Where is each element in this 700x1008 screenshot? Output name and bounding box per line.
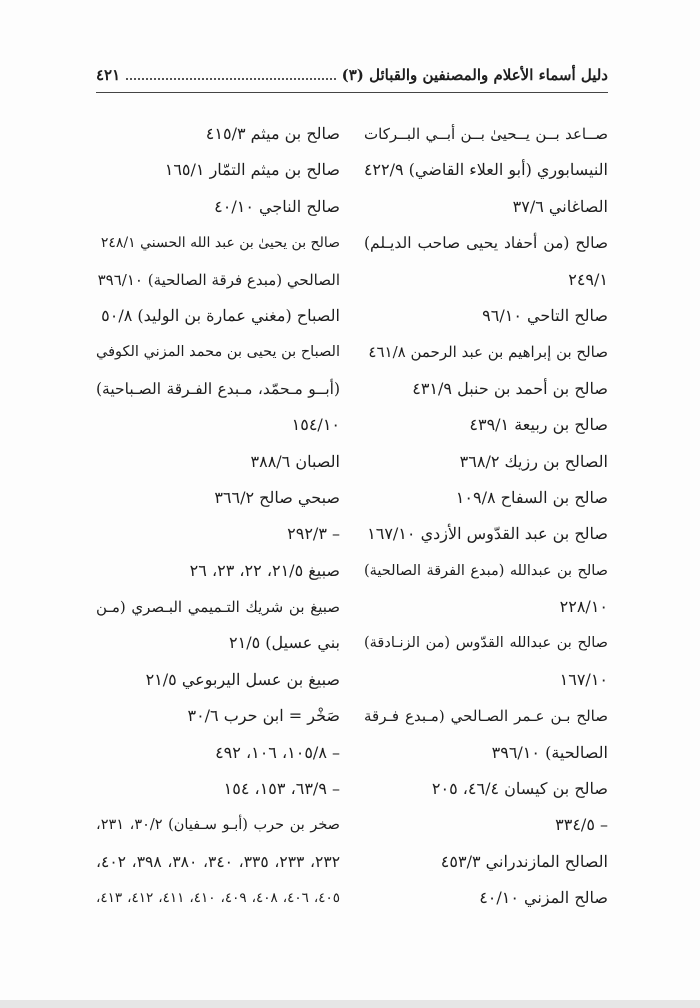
index-entry-line: الصالحي (مبدع فرقة الصالحية) ٣٩٦/١٠ xyxy=(97,270,340,289)
index-entry-line: ٤٠٥، ٤٠٦، ٤٠٨، ٤٠٩، ٤١٠، ٤١١، ٤١٢، ٤١٣، xyxy=(96,890,340,907)
index-entry-line: صالح الناجي ٤٠/١٠ xyxy=(214,196,340,216)
index-entry-line: (أبــو مـحمّد، مـبدع الفـرقة الصـباحية) xyxy=(96,379,340,398)
index-column-right xyxy=(364,116,608,917)
index-entry-line: ١٦٧/١٠ xyxy=(559,669,608,689)
index-entry-line: صــاعد بــن يــحيىٰ بــن أبــي البــركات xyxy=(364,125,608,143)
index-entry-line: بني عسيل) ٢١/٥ xyxy=(229,633,340,653)
index-entry-line: صالح بن عبدالله القدّوس (من الزنـادقة) xyxy=(364,635,608,652)
index-entry-line: ٢٤٩/١ xyxy=(568,269,608,289)
index-entry-line: الصبان ٣٨٨/٦ xyxy=(250,451,340,471)
index-entry-line: – ٢٩٢/٣ xyxy=(287,524,340,544)
header-rule xyxy=(96,92,608,93)
index-entry-line: ١٥٤/١٠ xyxy=(291,415,340,435)
index-column-left xyxy=(96,116,340,917)
index-entry-line: الصالح بن رزيك ٣٦٨/٢ xyxy=(459,451,608,471)
index-entry-line: صالح المزني ٤٠/١٠ xyxy=(479,888,608,908)
index-entry-line: صَخْر = ابن حرب ٣٠/٦ xyxy=(187,706,340,726)
index-entry-line: صالح بن عبدالله (مبدع الفرقة الصالحية) xyxy=(364,562,608,579)
index-entry-line: الصالح المازندراني ٤٥٣/٣ xyxy=(440,851,608,871)
index-entry-line: صخر بن حرب (أبـو سـفيان) ٣٠/٢، ٢٣١، xyxy=(96,817,340,834)
index-entry-line: صالح بن إبراهيم بن عبد الرحمن ٤٦١/٨ xyxy=(368,343,608,362)
index-entry-line: الصالحية) ٣٩٦/١٠ xyxy=(491,742,608,762)
index-entry-line: صبحي صالح ٣٦٦/٢ xyxy=(214,487,340,507)
index-entry-line: النيسابوري (أبو العلاء القاضي) ٤٢٢/٩ xyxy=(364,160,608,180)
index-entry-line: صبيغ بن شريك التـميمي البـصري (مـن xyxy=(96,598,340,617)
running-header xyxy=(96,62,608,88)
index-entry-line: الصاغاني ٣٧/٦ xyxy=(512,196,608,216)
index-entry-line: ٢٢٨/١٠ xyxy=(559,597,608,617)
index-entry-line: صالح بن ميثم التمّار ١٦٥/١ xyxy=(164,160,340,180)
page-edge-shade xyxy=(0,1000,700,1008)
index-entry-line: صالح بن السفاح ١٠٩/٨ xyxy=(455,487,608,507)
index-entry-line: صالح بن كيسان ٤٦/٤، ٢٠٥ xyxy=(431,779,608,799)
index-entry-line: صالح بـن عـمر الصـالحي (مـبدع فـرقة xyxy=(364,707,608,726)
index-entry-line: صبيغ ٢١/٥، ٢٢، ٢٣، ٢٦ xyxy=(189,560,340,580)
index-entry-line: صالح التاحي ٩٦/١٠ xyxy=(482,305,608,325)
index-entry-line: الصباح بن يحيى بن محمد المزني الكوفي xyxy=(96,344,340,361)
index-entry-line: صالح بن أحمد بن حنبل ٤٣١/٩ xyxy=(412,378,608,398)
index-entry-line: – ١٠٥/٨، ١٠٦، ٤٩٢ xyxy=(215,742,340,762)
index-entry-line: صالح بن ربيعة ٤٣٩/١ xyxy=(469,415,608,435)
index-entry-line: صالح بن عبد القدّوس الأزدي ١٦٧/١٠ xyxy=(367,524,608,544)
index-entry-line: – ٦٣/٩، ١٥٣، ١٥٤ xyxy=(223,779,340,799)
index-entry-line: صالح بن يحيىٰ بن عبد الله الحسني ٢٤٨/١ xyxy=(100,235,340,252)
leader-dots xyxy=(126,78,335,80)
index-entry-line: ٢٣٢، ٢٣٣، ٣٣٥، ٣٤٠، ٣٨٠، ٣٩٨، ٤٠٢، xyxy=(96,852,340,871)
page-number: ٤٢١ xyxy=(96,66,121,84)
index-entry-line: – ٣٣٤/٥ xyxy=(555,815,608,835)
index-entry-line: صالح بن ميثم ٤١٥/٣ xyxy=(205,124,340,143)
index-entry-line: صبيغ بن عسل اليربوعي ٢١/٥ xyxy=(145,669,340,689)
header-title: دليل أسماء الأعلام والمصنفين والقبائل (٣) xyxy=(341,66,608,84)
index-entry-line: الصباح (مغني عمارة بن الوليد) ٥٠/٨ xyxy=(101,305,340,325)
index-entry-line: صالح (من أحفاد يحيى صاحب الديـلم) xyxy=(364,234,608,253)
